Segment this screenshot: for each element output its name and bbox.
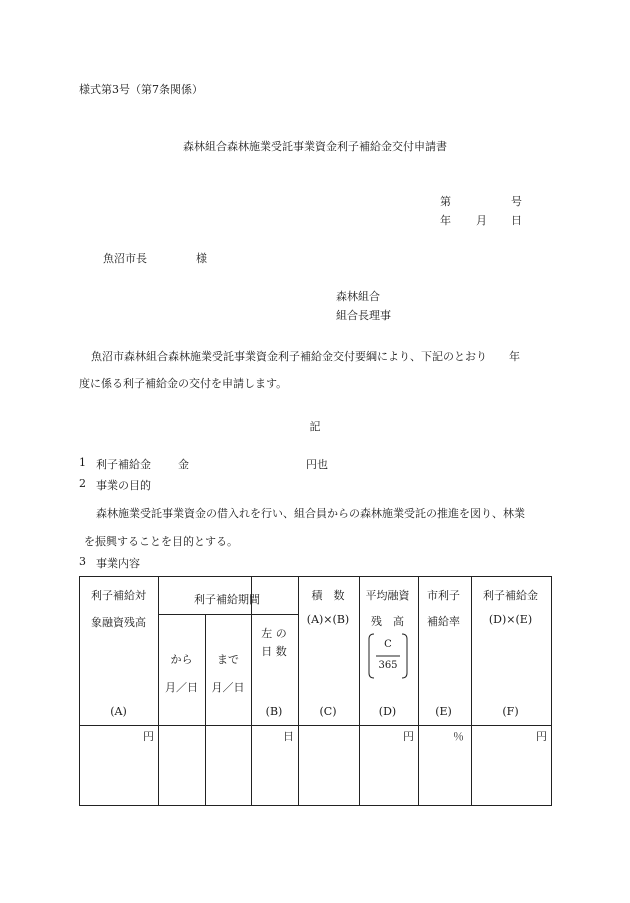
business-content-table: [79, 576, 552, 806]
purpose-line-1: 森林施業受託事業資金の借入れを行い、組合員からの森林施業受託の推進を図り、林業: [96, 507, 525, 520]
item1-number: 1: [79, 456, 86, 469]
ki-heading: 記: [309, 420, 321, 433]
doc-number-dai: 第: [440, 195, 451, 208]
date-day: 日: [511, 214, 522, 227]
unit-yen-d: 円: [403, 730, 414, 743]
addressee-name: 魚沼市長: [103, 252, 147, 265]
header-days-line-1: 左 の: [261, 627, 287, 640]
item2-number: 2: [79, 477, 86, 490]
header-from-md: 月／日: [165, 681, 198, 694]
header-a-line-2: 象融資残高: [91, 616, 146, 629]
header-f-code: (F): [502, 705, 519, 718]
header-d-code: (D): [378, 705, 397, 718]
header-a-line-1: 利子補給対: [91, 589, 146, 602]
header-dxe: (D)×(E): [488, 613, 533, 626]
item1-kin: 金: [178, 458, 189, 471]
header-axb: (A)×(B): [306, 613, 350, 626]
col-line-to: [251, 577, 252, 805]
header-avg-line-2: 残 高: [371, 615, 404, 628]
body-line-1: 魚沼市森林組合森林施業受託事業資金利子補給金交付要綱により、下記のとおり 年: [91, 350, 520, 363]
header-a-code: (A): [110, 705, 127, 718]
col-line-b: [298, 577, 299, 805]
col-line-d: [418, 577, 419, 805]
header-rate-line-1: 市利子: [427, 589, 460, 602]
header-period: 利子補給期間: [194, 593, 260, 606]
unit-yen-f: 円: [536, 730, 547, 743]
header-e-code: (E): [435, 705, 452, 718]
unit-percent-e: ％: [453, 730, 464, 743]
header-c-code: (C): [319, 705, 337, 718]
unit-day-b: 日: [283, 730, 294, 743]
item1-yen: 円也: [306, 458, 328, 471]
header-days-line-2: 日 数: [261, 645, 287, 658]
col-line-e: [471, 577, 472, 805]
fraction-denominator: 365: [378, 660, 398, 671]
page-title: 森林組合森林施業受託事業資金利子補給金交付申請書: [183, 140, 447, 153]
header-from: から: [170, 653, 193, 666]
item3-label: 事業内容: [96, 557, 140, 570]
date-month: 月: [476, 214, 487, 227]
col-line-from: [205, 614, 206, 805]
applicant-org: 森林組合: [336, 290, 380, 303]
item3-number: 3: [79, 555, 86, 568]
period-divider: [158, 614, 298, 615]
purpose-line-2: を振興することを目的とする。: [84, 535, 238, 548]
header-seki: 積 数: [311, 589, 345, 602]
header-b-code: (B): [265, 705, 283, 718]
header-to-md: 月／日: [211, 681, 245, 694]
applicant-rep: 組合長理事: [336, 309, 391, 322]
fraction-numerator: C: [384, 639, 392, 650]
form-number: 様式第3号（第7条関係）: [79, 83, 203, 96]
unit-yen-a: 円: [143, 730, 154, 743]
header-rate-line-2: 補給率: [427, 615, 460, 628]
body-line-2: 度に係る利子補給金の交付を申請します。: [79, 377, 288, 390]
date-year: 年: [440, 214, 451, 227]
item2-label: 事業の目的: [96, 479, 151, 492]
header-bottom-line: [80, 725, 551, 726]
item1-label: 利子補給金: [96, 458, 151, 471]
doc-number-go: 号: [511, 195, 522, 208]
header-amount: 利子補給金: [483, 589, 538, 602]
col-line-c: [359, 577, 360, 805]
header-avg-line-1: 平均融資: [365, 589, 410, 602]
addressee-honorific: 様: [196, 252, 207, 265]
header-to: まで: [217, 653, 239, 666]
